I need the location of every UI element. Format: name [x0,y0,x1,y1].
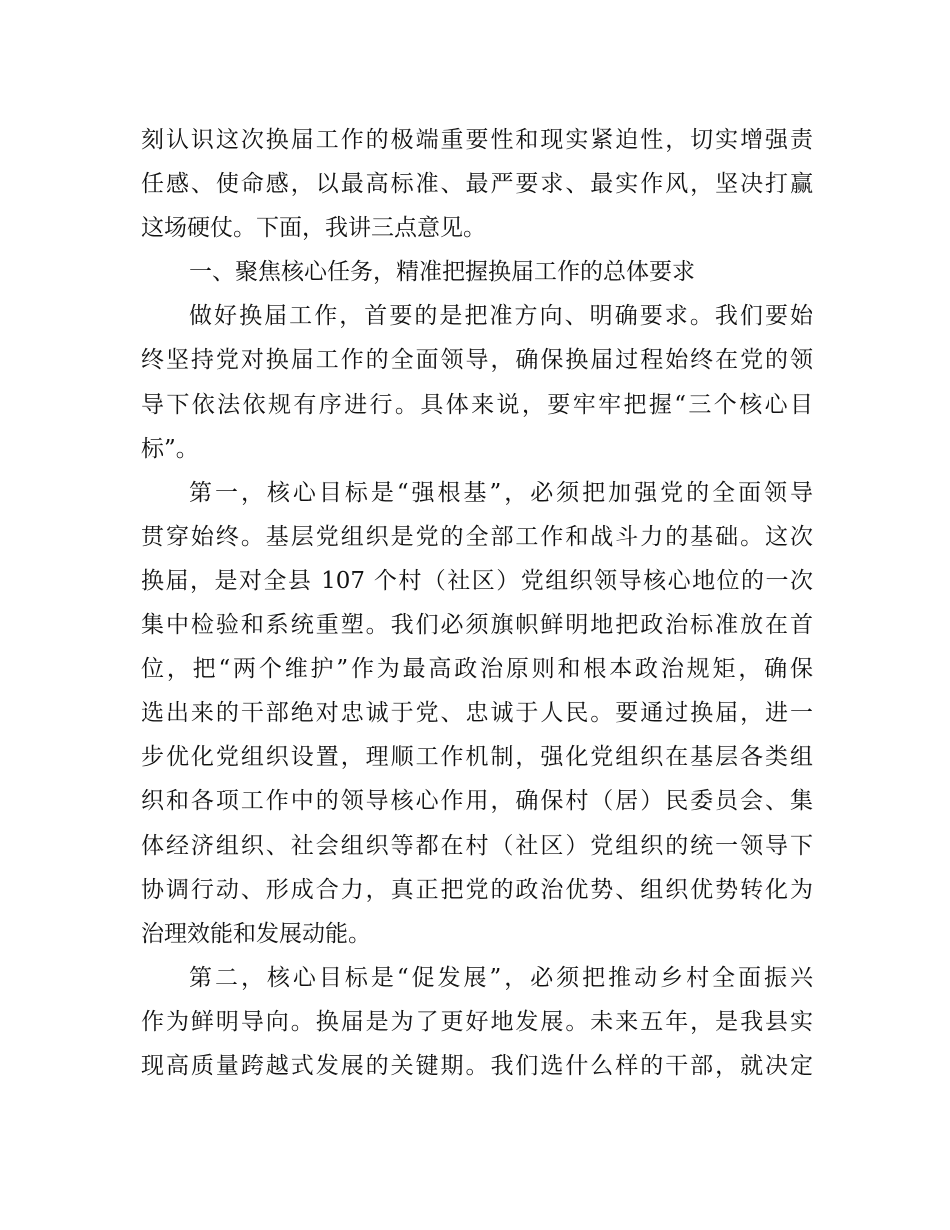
paragraph-second-goal [141,956,813,1088]
text-line: 这场硬仗。下面，我讲三点意见。 [141,215,486,242]
section-heading-text: 一、聚焦核心任务，精准把握换届工作的总体要求 [189,259,695,286]
text-line: 体经济组织、社会组织等都在村（社区）党组织的统一领导下 [141,832,813,859]
paragraph-intro [141,118,813,250]
text-line: 治理效能和发展动能。 [141,920,371,947]
text-line: 步优化党组织设置，理顺工作机制，强化党组织在基层各类组 [141,744,813,771]
text-line: 刻认识这次换届工作的极端重要性和现实紧迫性，切实增强责 [141,127,813,153]
text-line: 任感、使命感，以最高标准、最严要求、最实作风，坚决打赢 [141,171,813,198]
text-line: 第二，核心目标是“促发展”，必须把推动乡村全面振兴 [189,964,813,991]
text-line: 换届，是对全县 107 个村（社区）党组织领导核心地位的一次 [141,567,813,594]
text-line: 做好换届工作，首要的是把准方向、明确要求。我们要始 [189,303,813,330]
text-line: 集中检验和系统重塑。我们必须旗帜鲜明地把政治标准放在首 [141,612,813,639]
text-line: 贯穿始终。基层党组织是党的全部工作和战斗力的基础。这次 [141,523,813,550]
text-line: 位，把“两个维护”作为最高政治原则和根本政治规矩，确保 [141,656,813,683]
document-body [141,118,813,1088]
text-line: 标”。 [141,435,199,462]
text-line: 第一，核心目标是“强根基”，必须把加强党的全面领导 [189,479,813,506]
section-heading [141,250,813,294]
text-line: 现高质量跨越式发展的关键期。我们选什么样的干部，就决定 [141,1052,813,1079]
text-line: 终坚持党对换届工作的全面领导，确保换届过程始终在党的领 [141,347,813,374]
text-line: 协调行动、形成合力，真正把党的政治优势、组织优势转化为 [141,876,813,903]
text-line: 选出来的干部绝对忠诚于党、忠诚于人民。要通过换届，进一 [141,700,813,727]
paragraph-direction [141,294,813,470]
paragraph-first-goal [141,471,813,956]
text-line: 作为鲜明导向。换届是为了更好地发展。未来五年，是我县实 [141,1008,813,1035]
text-line: 导下依法依规有序进行。具体来说，要牢牢把握“三个核心目 [141,391,813,418]
text-line: 织和各项工作中的领导核心作用，确保村（居）民委员会、集 [141,788,813,815]
